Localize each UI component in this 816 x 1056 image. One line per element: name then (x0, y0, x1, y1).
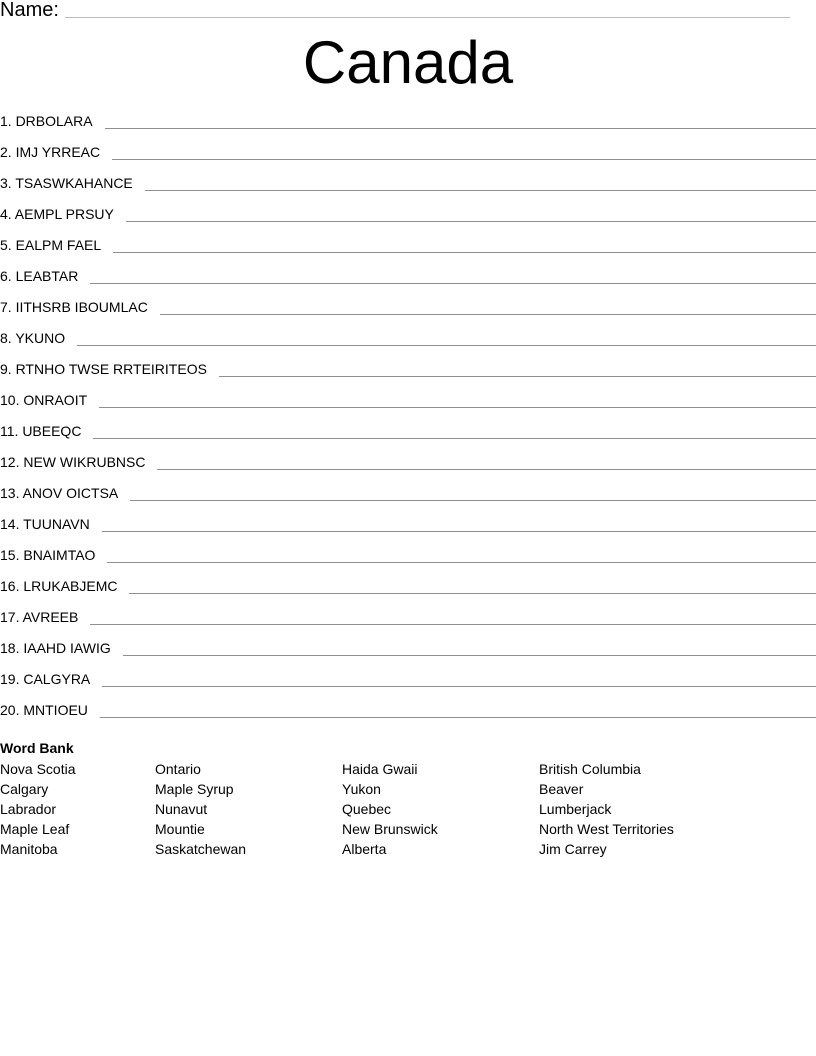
answer-line[interactable] (123, 655, 816, 656)
question-row (0, 109, 816, 140)
word-bank (0, 739, 816, 859)
answer-line[interactable] (100, 717, 816, 718)
answer-line[interactable] (113, 252, 816, 253)
answer-line[interactable] (130, 500, 816, 501)
answer-line[interactable] (107, 562, 816, 563)
answer-line[interactable] (219, 376, 816, 377)
word-bank-word: Alberta (342, 841, 387, 857)
question-label: 14. TUUNAVN (0, 516, 90, 532)
question-row (0, 450, 816, 481)
word-bank-column (0, 759, 75, 859)
word-bank-word: Ontario (155, 761, 201, 777)
answer-line[interactable] (160, 314, 816, 315)
answer-line[interactable] (129, 593, 816, 594)
question-row (0, 419, 816, 450)
word-bank-word: Maple Syrup (155, 781, 234, 797)
word-bank-word: Nova Scotia (0, 761, 76, 777)
question-label: 17. AVREEB (0, 609, 79, 625)
question-label: 10. ONRAOIT (0, 392, 88, 408)
name-field-row (0, 0, 790, 24)
question-row (0, 605, 816, 636)
question-label: 5. EALPM FAEL (0, 237, 102, 253)
question-row (0, 512, 816, 543)
word-bank-word: Labrador (0, 801, 57, 817)
question-row (0, 140, 816, 171)
answer-line[interactable] (105, 128, 816, 129)
question-row (0, 481, 816, 512)
name-line[interactable] (65, 17, 790, 18)
question-label: 11. UBEEQC (0, 423, 82, 439)
name-label: Name: (0, 0, 59, 21)
question-label: 2. IMJ YRREAC (0, 144, 101, 160)
word-bank-word: British Columbia (539, 761, 641, 777)
word-bank-column (342, 759, 438, 859)
word-bank-column (539, 759, 674, 859)
answer-line[interactable] (157, 469, 816, 470)
question-row (0, 388, 816, 419)
answer-line[interactable] (99, 407, 816, 408)
question-row (0, 543, 816, 574)
answer-line[interactable] (102, 531, 816, 532)
word-bank-word: New Brunswick (342, 821, 438, 837)
question-label: 9. RTNHO TWSE RRTEIRITEOS (0, 361, 207, 377)
word-bank-word: Quebec (342, 801, 392, 817)
word-bank-word: North West Territories (539, 821, 674, 837)
question-row (0, 698, 816, 729)
question-row (0, 295, 816, 326)
question-label: 3. TSASWKAHANCE (0, 175, 133, 191)
question-list (0, 109, 816, 729)
answer-line[interactable] (112, 159, 816, 160)
answer-line[interactable] (90, 624, 816, 625)
question-label: 6. LEABTAR (0, 268, 79, 284)
question-label: 16. LRUKABJEMC (0, 578, 118, 594)
question-row (0, 636, 816, 667)
question-label: 15. BNAIMTAO (0, 547, 96, 563)
question-row (0, 171, 816, 202)
answer-line[interactable] (102, 686, 816, 687)
question-row (0, 667, 816, 698)
question-label: 8. YKUNO (0, 330, 66, 346)
question-label: 4. AEMPL PRSUY (0, 206, 114, 222)
word-bank-word: Manitoba (0, 841, 58, 857)
answer-line[interactable] (126, 221, 816, 222)
word-bank-word: Maple Leaf (0, 821, 70, 837)
question-row (0, 326, 816, 357)
answer-line[interactable] (77, 345, 816, 346)
page-title: Canada (302, 29, 514, 96)
question-label: 1. DRBOLARA (0, 113, 93, 129)
question-label: 20. MNTIOEU (0, 702, 88, 718)
word-bank-word: Yukon (342, 781, 381, 797)
word-bank-word: Haida Gwaii (342, 761, 418, 777)
question-row (0, 202, 816, 233)
answer-line[interactable] (90, 283, 816, 284)
word-bank-word: Calgary (0, 781, 49, 797)
question-label: 7. IITHSRB IBOUMLAC (0, 299, 148, 315)
word-bank-column (155, 759, 246, 859)
answer-line[interactable] (93, 438, 816, 439)
question-row (0, 574, 816, 605)
word-bank-word: Jim Carrey (539, 841, 607, 857)
word-bank-word: Lumberjack (539, 801, 612, 817)
question-label: 12. NEW WIKRUBNSC (0, 454, 146, 470)
question-row (0, 357, 816, 388)
question-label: 18. IAAHD IAWIG (0, 640, 111, 656)
word-bank-title: Word Bank (0, 740, 74, 756)
question-label: 19. CALGYRA (0, 671, 91, 687)
answer-line[interactable] (145, 190, 816, 191)
question-row (0, 233, 816, 264)
word-bank-word: Nunavut (155, 801, 208, 817)
word-bank-word: Beaver (539, 781, 584, 797)
question-label: 13. ANOV OICTSA (0, 485, 119, 501)
word-bank-word: Mountie (155, 821, 205, 837)
word-bank-word: Saskatchewan (155, 841, 247, 857)
question-row (0, 264, 816, 295)
word-bank-grid (0, 759, 816, 859)
